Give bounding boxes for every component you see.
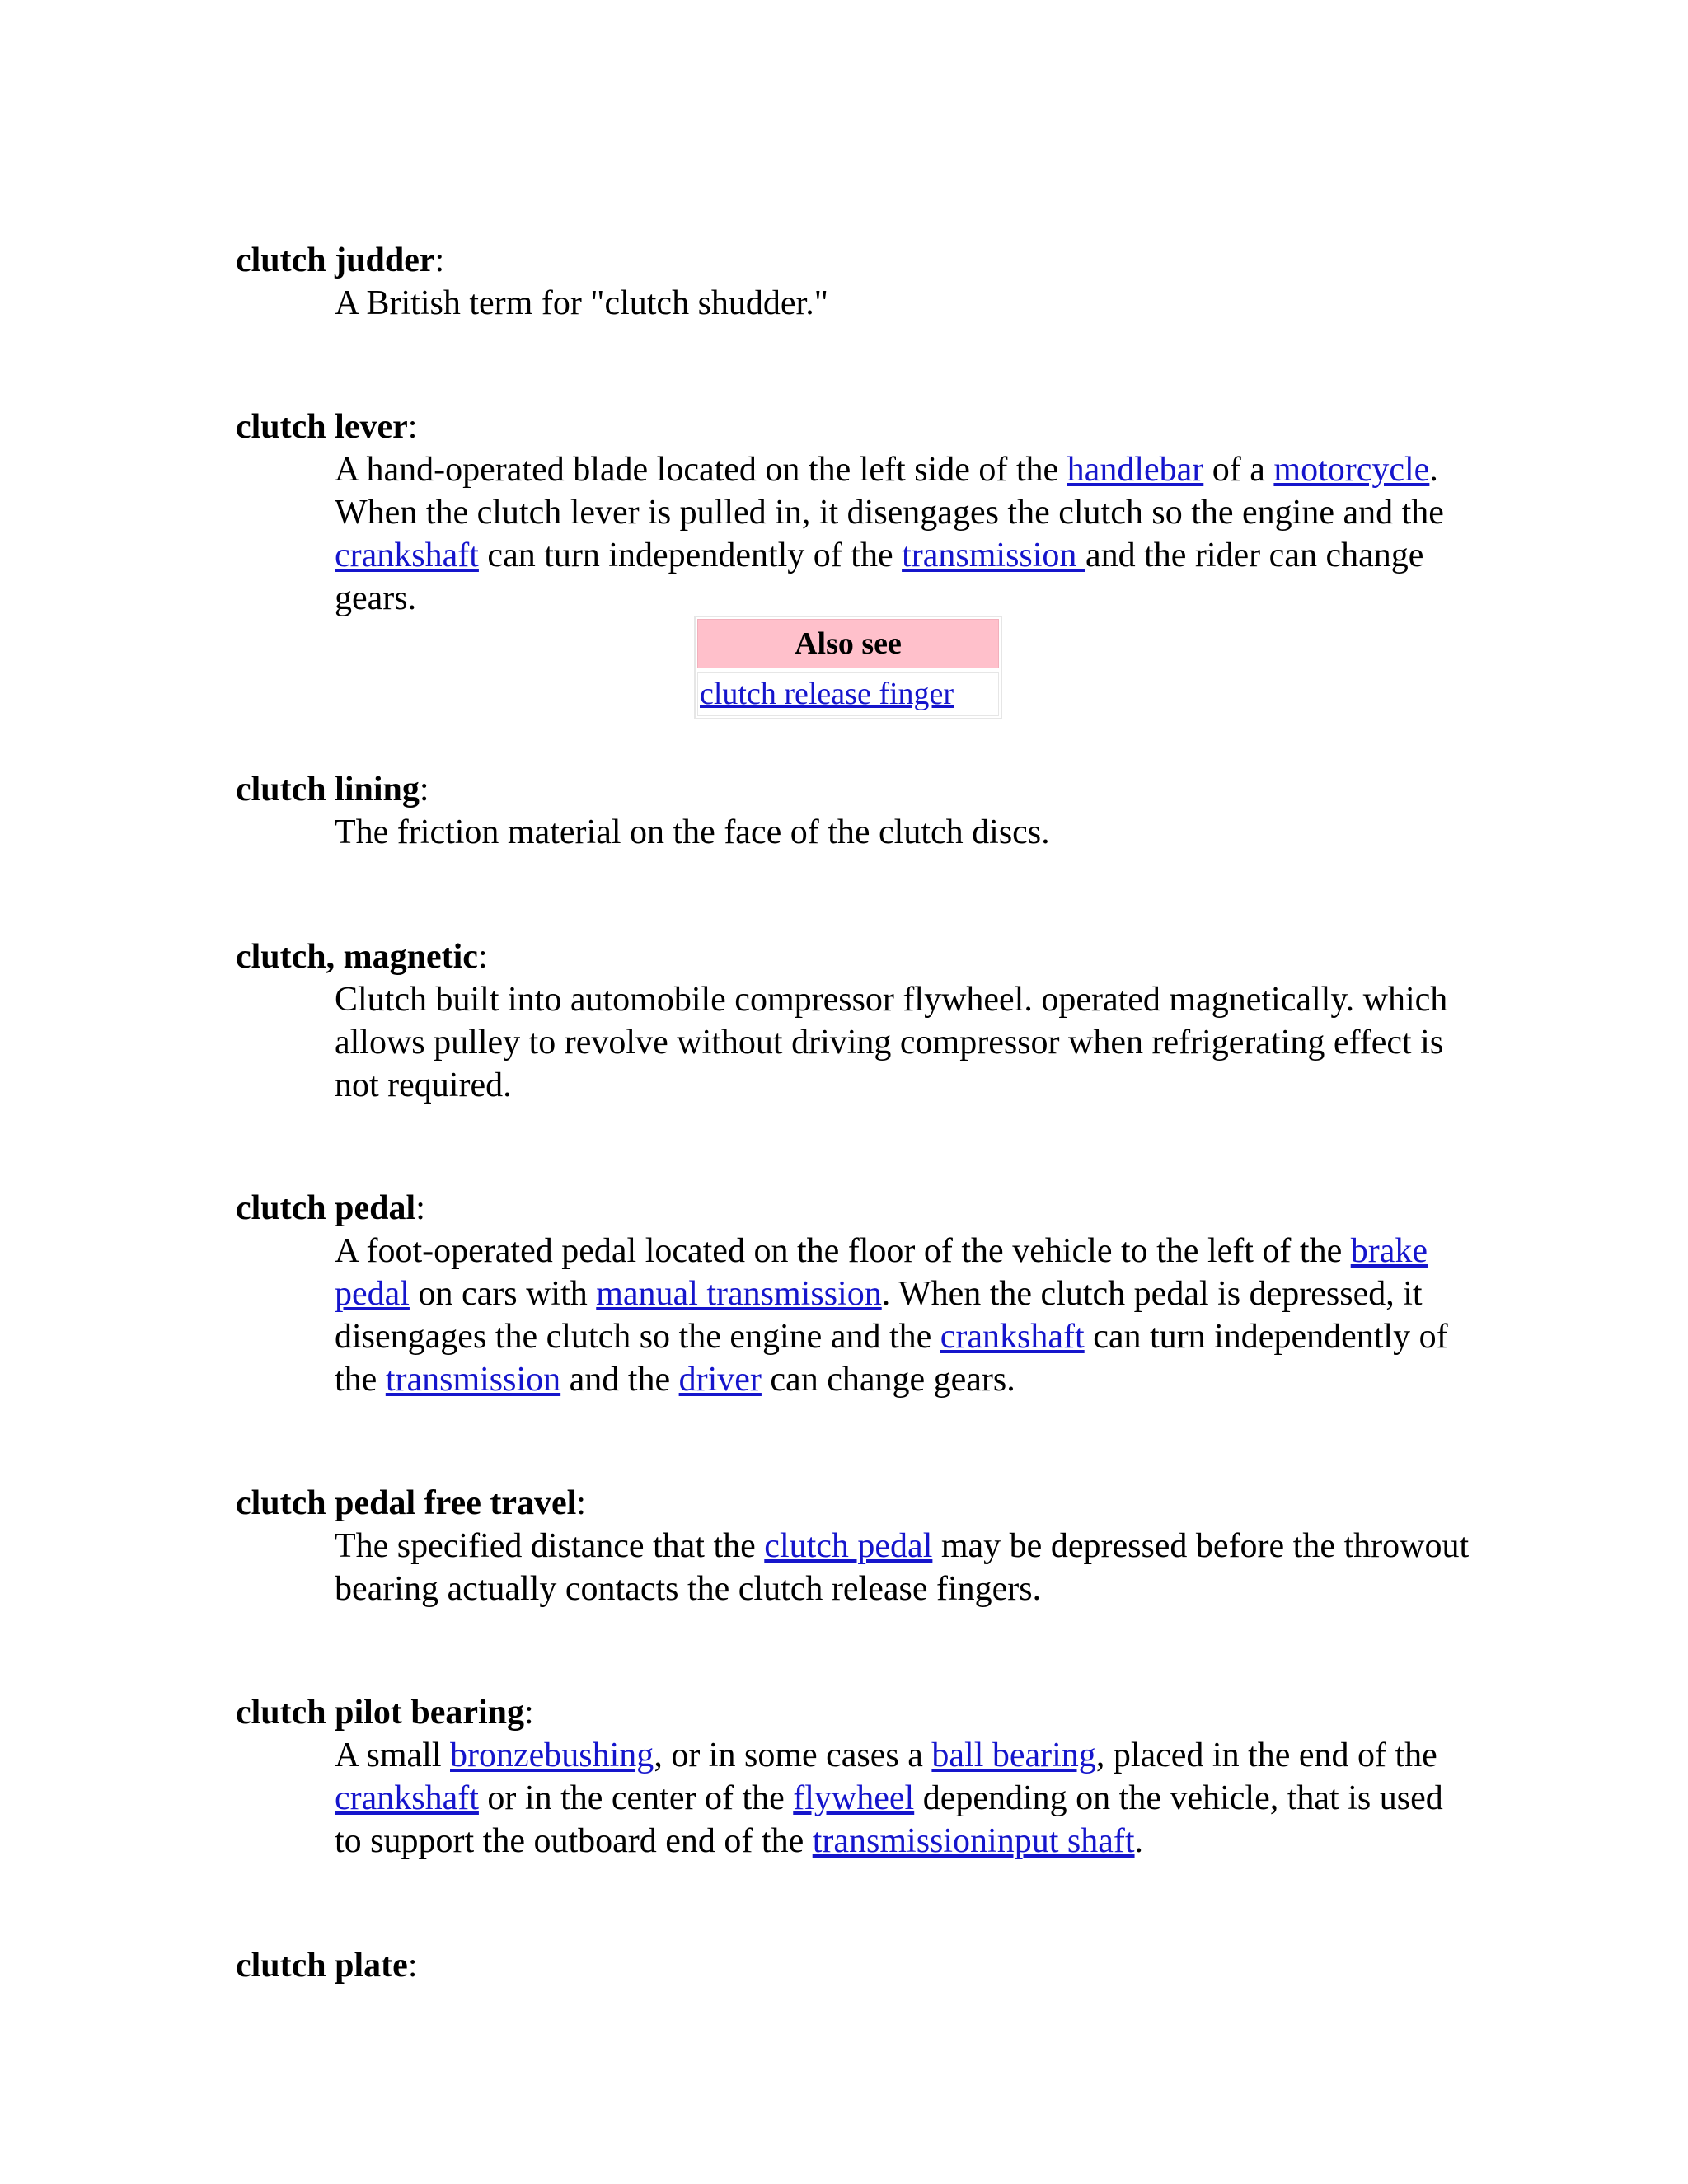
definition-text: can turn independently of the (335, 1318, 1448, 1399)
definition-link[interactable]: clutch pedal (764, 1527, 933, 1565)
definition-text: The specified distance that the (335, 1527, 765, 1565)
definition-text: can turn independently of the (478, 537, 903, 574)
definition-text: Clutch built into automobile compressor flywheel. operated magnetically. which allows pulley to revolve without driving compressor when refrigerating effect is not required. (335, 981, 1448, 1104)
term-heading: clutch pedal free travel (236, 1484, 577, 1522)
definition-text: The friction material on the face of the clutch discs. (335, 813, 1050, 851)
definition (335, 1230, 1472, 1401)
term-heading: clutch judder (236, 241, 435, 279)
term-heading: clutch lever (236, 408, 408, 446)
definition-text: on cars with (409, 1275, 597, 1313)
definition (335, 1525, 1472, 1610)
entry-clutch-pilot-bearing: clutch pilot bearing: A small bronzebushing, or in some cases a ball bearing, placed in the end of the crankshaft or in the center of the flywheel depending on the vehicle, that is used to support the outboard end of the transmissioninput shaft. (236, 1691, 1472, 1863)
definition-text: , placed in the end of the (1095, 1736, 1437, 1774)
definition-text: may be depressed before the throwout bearing actually contacts the clutch release fingers. (335, 1527, 1470, 1608)
entry-clutch-pedal-free-travel: clutch pedal free travel: The specified distance that the clutch pedal may be depressed before the throwout bearing actually contacts the clutch release fingers. (236, 1482, 1472, 1610)
definition-link[interactable]: crankshaft (335, 1779, 479, 1817)
also-see-link[interactable]: clutch release finger (700, 677, 954, 711)
definition-text: A small (335, 1736, 451, 1774)
definition-text: , or in some cases a (654, 1736, 932, 1774)
entry-clutch-pedal: clutch pedal: A foot-operated pedal located on the floor of the vehicle to the left of the brake pedal on cars with manual transmission. When the clutch pedal is depressed, it disengages the clutch so the engine and the crankshaft can turn independently of the transmission and the driver can change gears. (236, 1187, 1472, 1401)
definition-link[interactable]: crankshaft (335, 537, 479, 574)
definition-link[interactable]: motorcycle (1273, 451, 1430, 489)
definition-link[interactable]: driver (678, 1361, 762, 1399)
entry-clutch-lining: clutch lining: The friction material on the face of the clutch discs. (236, 768, 1472, 854)
definition-link[interactable]: manual transmission (596, 1275, 882, 1313)
definition-text: A foot-operated pedal located on the floor of the vehicle to the left of the (335, 1232, 1351, 1270)
definition-text: . When the clutch lever is pulled in, it disengages the clutch so the engine and the (335, 451, 1444, 532)
term-heading: clutch plate (236, 1947, 408, 1985)
definition-text: of a (1203, 451, 1274, 489)
term-heading: clutch lining (236, 771, 420, 808)
definition-link[interactable]: ball bearing (931, 1736, 1096, 1774)
entry-clutch-plate: clutch plate: (236, 1947, 418, 1985)
entry-clutch-judder: clutch judder: A British term for "clutch shudder." (236, 239, 1472, 325)
entry-clutch-magnetic: clutch, magnetic: Clutch built into automobile compressor flywheel. operated magnetically. which allows pulley to revolve without driving compressor when refrigerating effect is not required. (236, 935, 1472, 1107)
definition-text: depending on the vehicle, that is used to support the outboard end of the (335, 1779, 1443, 1860)
definition-link[interactable]: handlebar (1067, 451, 1204, 489)
definition-link[interactable]: transmission (385, 1361, 561, 1399)
definition-text: A hand-operated blade located on the left side of the (335, 451, 1067, 489)
definition-text: and the rider can change gears. (335, 537, 1424, 617)
definition-text: and the (560, 1361, 679, 1399)
definition-link[interactable]: bronzebushing (450, 1736, 654, 1774)
definition (335, 282, 1472, 325)
definition (335, 448, 1472, 620)
definition-text: . (1134, 1822, 1144, 1860)
definition-link[interactable]: brake pedal (335, 1232, 1428, 1313)
definition-link[interactable]: crankshaft (940, 1318, 1085, 1356)
term-heading: clutch pedal (236, 1189, 416, 1227)
definition-link[interactable]: flywheel (793, 1779, 915, 1817)
definition (335, 1734, 1472, 1863)
also-see-box (694, 616, 1002, 719)
definition-text: or in the center of the (478, 1779, 794, 1817)
term-heading: clutch pilot bearing (236, 1694, 525, 1732)
definition-text: . When the clutch pedal is depressed, it disengages the clutch so the engine and the (335, 1275, 1423, 1356)
also-see-heading: Also see (697, 619, 999, 668)
definition-text: can change gears. (761, 1361, 1015, 1399)
definition-text: A British term for "clutch shudder." (335, 284, 828, 322)
definition (335, 978, 1472, 1107)
term-heading: clutch, magnetic (236, 938, 478, 976)
definition-link[interactable]: transmission (902, 537, 1085, 574)
entry-clutch-lever: clutch lever: A hand-operated blade located on the left side of the handlebar of a motorcycle. When the clutch lever is pulled in, it disengages the clutch so the engine and the crankshaft can turn independently of the transmission and the rider can change gears. (236, 405, 1472, 620)
definition-link[interactable]: transmissioninput shaft (812, 1822, 1135, 1860)
definition (335, 811, 1472, 854)
